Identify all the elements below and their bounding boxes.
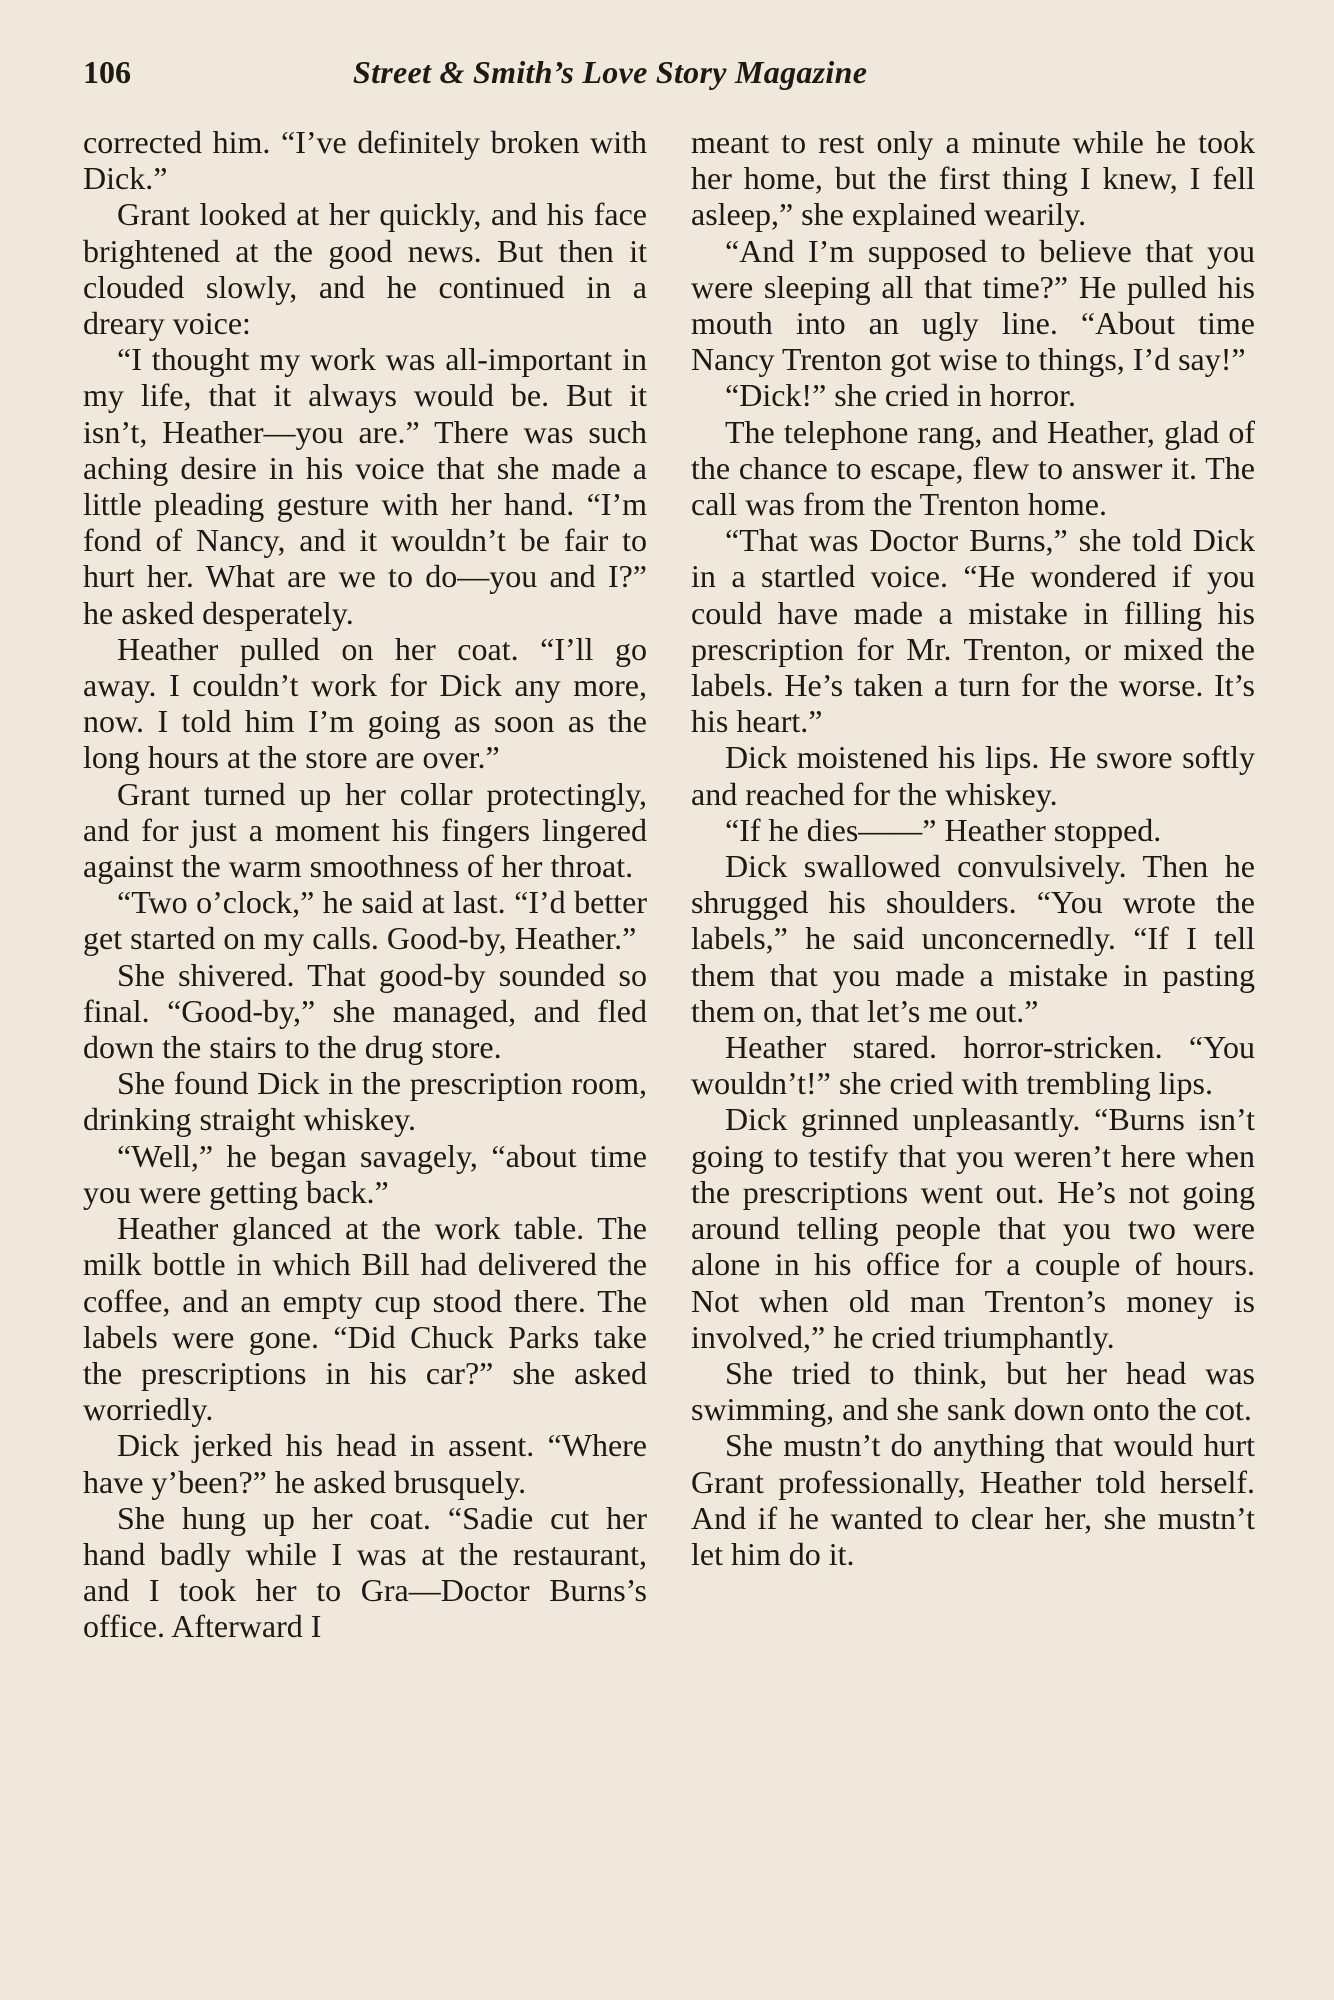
paragraph: She tried to think, but her head was swimming, and she sank down onto the cot. bbox=[691, 1354, 1255, 1428]
paragraph: Dick jerked his head in assent. “Where have y’been?” he asked brusquely. bbox=[83, 1427, 647, 1500]
paragraph: “That was Doctor Burns,” she told Dick in a startled voice. “He wondered if you could have made a mistake in filling his prescription for Mr. Trenton, or mixed the labels. He’s taken a turn for the worse. It’s his heart.” bbox=[691, 522, 1255, 740]
page-header bbox=[83, 50, 1253, 106]
paragraph: Grant turned up her collar protectingly, and for just a moment his fingers lingered against the warm smoothness of her throat. bbox=[83, 775, 647, 885]
paragraph: corrected him. “I’ve definitely broken with Dick.” bbox=[83, 124, 647, 197]
paragraph: Heather pulled on her coat. “I’ll go away. I couldn’t work for Dick any more, now. I told him I’m going as soon as the long hours at the store are over.” bbox=[83, 630, 647, 776]
left-column bbox=[83, 124, 647, 1645]
paragraph: Dick swallowed convulsively. Then he shrugged his shoulders. “You wrote the labels,” he said unconcernedly. “If I tell them that you made a mistake in pasting them on, that let’s me out.” bbox=[691, 848, 1255, 1029]
paragraph: She shivered. That good-by sounded so final. “Good-by,” she managed, and fled down the stairs to the drug store. bbox=[83, 956, 647, 1066]
paragraph: “If he dies——” Heather stopped. bbox=[725, 811, 1162, 848]
paragraph: Dick grinned unpleasantly. “Burns isn’t going to testify that you weren’t here when the prescriptions went out. He’s not going around telling people that you two were alone in his office for a couple of hours. Not when old man Trenton’s money is involved,” he cried triumphantly. bbox=[691, 1101, 1255, 1355]
paragraph: She mustn’t do anything that would hurt Grant professionally, Heather told herself. And if he wanted to clear her, she mustn’t let him do it. bbox=[691, 1427, 1255, 1572]
paragraph: “And I’m supposed to believe that you were sleeping all that time?” He pulled his mouth into an ugly line. “About time Nancy Trenton got wise to things, I’d say!” bbox=[691, 232, 1255, 378]
paragraph: She hung up her coat. “Sadie cut her hand badly while I was at the restaurant, and I took her to Gra—Doctor Burns’s office. Afterward I bbox=[83, 1499, 647, 1645]
paragraph: Dick moistened his lips. He swore softly and reached for the whiskey. bbox=[691, 739, 1255, 812]
paragraph: She found Dick in the prescription room, drinking straight whiskey. bbox=[83, 1065, 647, 1138]
paragraph: meant to rest only a minute while he took her home, but the first thing I knew, I fell asleep,” she explained wearily. bbox=[691, 124, 1255, 233]
paragraph: Grant looked at her quickly, and his face brightened at the good news. But then it clouded slowly, and he continued in a dreary voice: bbox=[83, 196, 647, 342]
right-column bbox=[691, 124, 1255, 1572]
page-number: 106 bbox=[83, 54, 131, 90]
paragraph: Heather glanced at the work table. The milk bottle in which Bill had delivered the coffee, and an empty cup stood there. The labels were gone. “Did Chuck Parks take the prescriptions in his car?” she asked worriedly. bbox=[83, 1210, 647, 1428]
paragraph: “I thought my work was all-important in my life, that it always would be. But it isn’t, Heather—you are.” There was such aching desire in his voice that she made a little pleading gesture with her hand. “I’m fond of Nancy, and it wouldn’t be fair to hurt her. What are we to do—you and I?” he asked desperately. bbox=[83, 341, 647, 631]
paragraph: Heather stared. horror-stricken. “You wouldn’t!” she cried with trembling lips. bbox=[691, 1029, 1255, 1102]
paragraph: “Dick!” she cried in horror. bbox=[725, 377, 1076, 414]
running-title: Street & Smith’s Love Story Magazine bbox=[353, 54, 868, 90]
paragraph: “Two o’clock,” he said at last. “I’d better get started on my calls. Good-by, Heather.” bbox=[83, 884, 647, 957]
paragraph: “Well,” he began savagely, “about time you were getting back.” bbox=[83, 1137, 647, 1210]
paragraph: The telephone rang, and Heather, glad of the chance to escape, flew to answer it. The call was from the Trenton home. bbox=[691, 413, 1255, 523]
